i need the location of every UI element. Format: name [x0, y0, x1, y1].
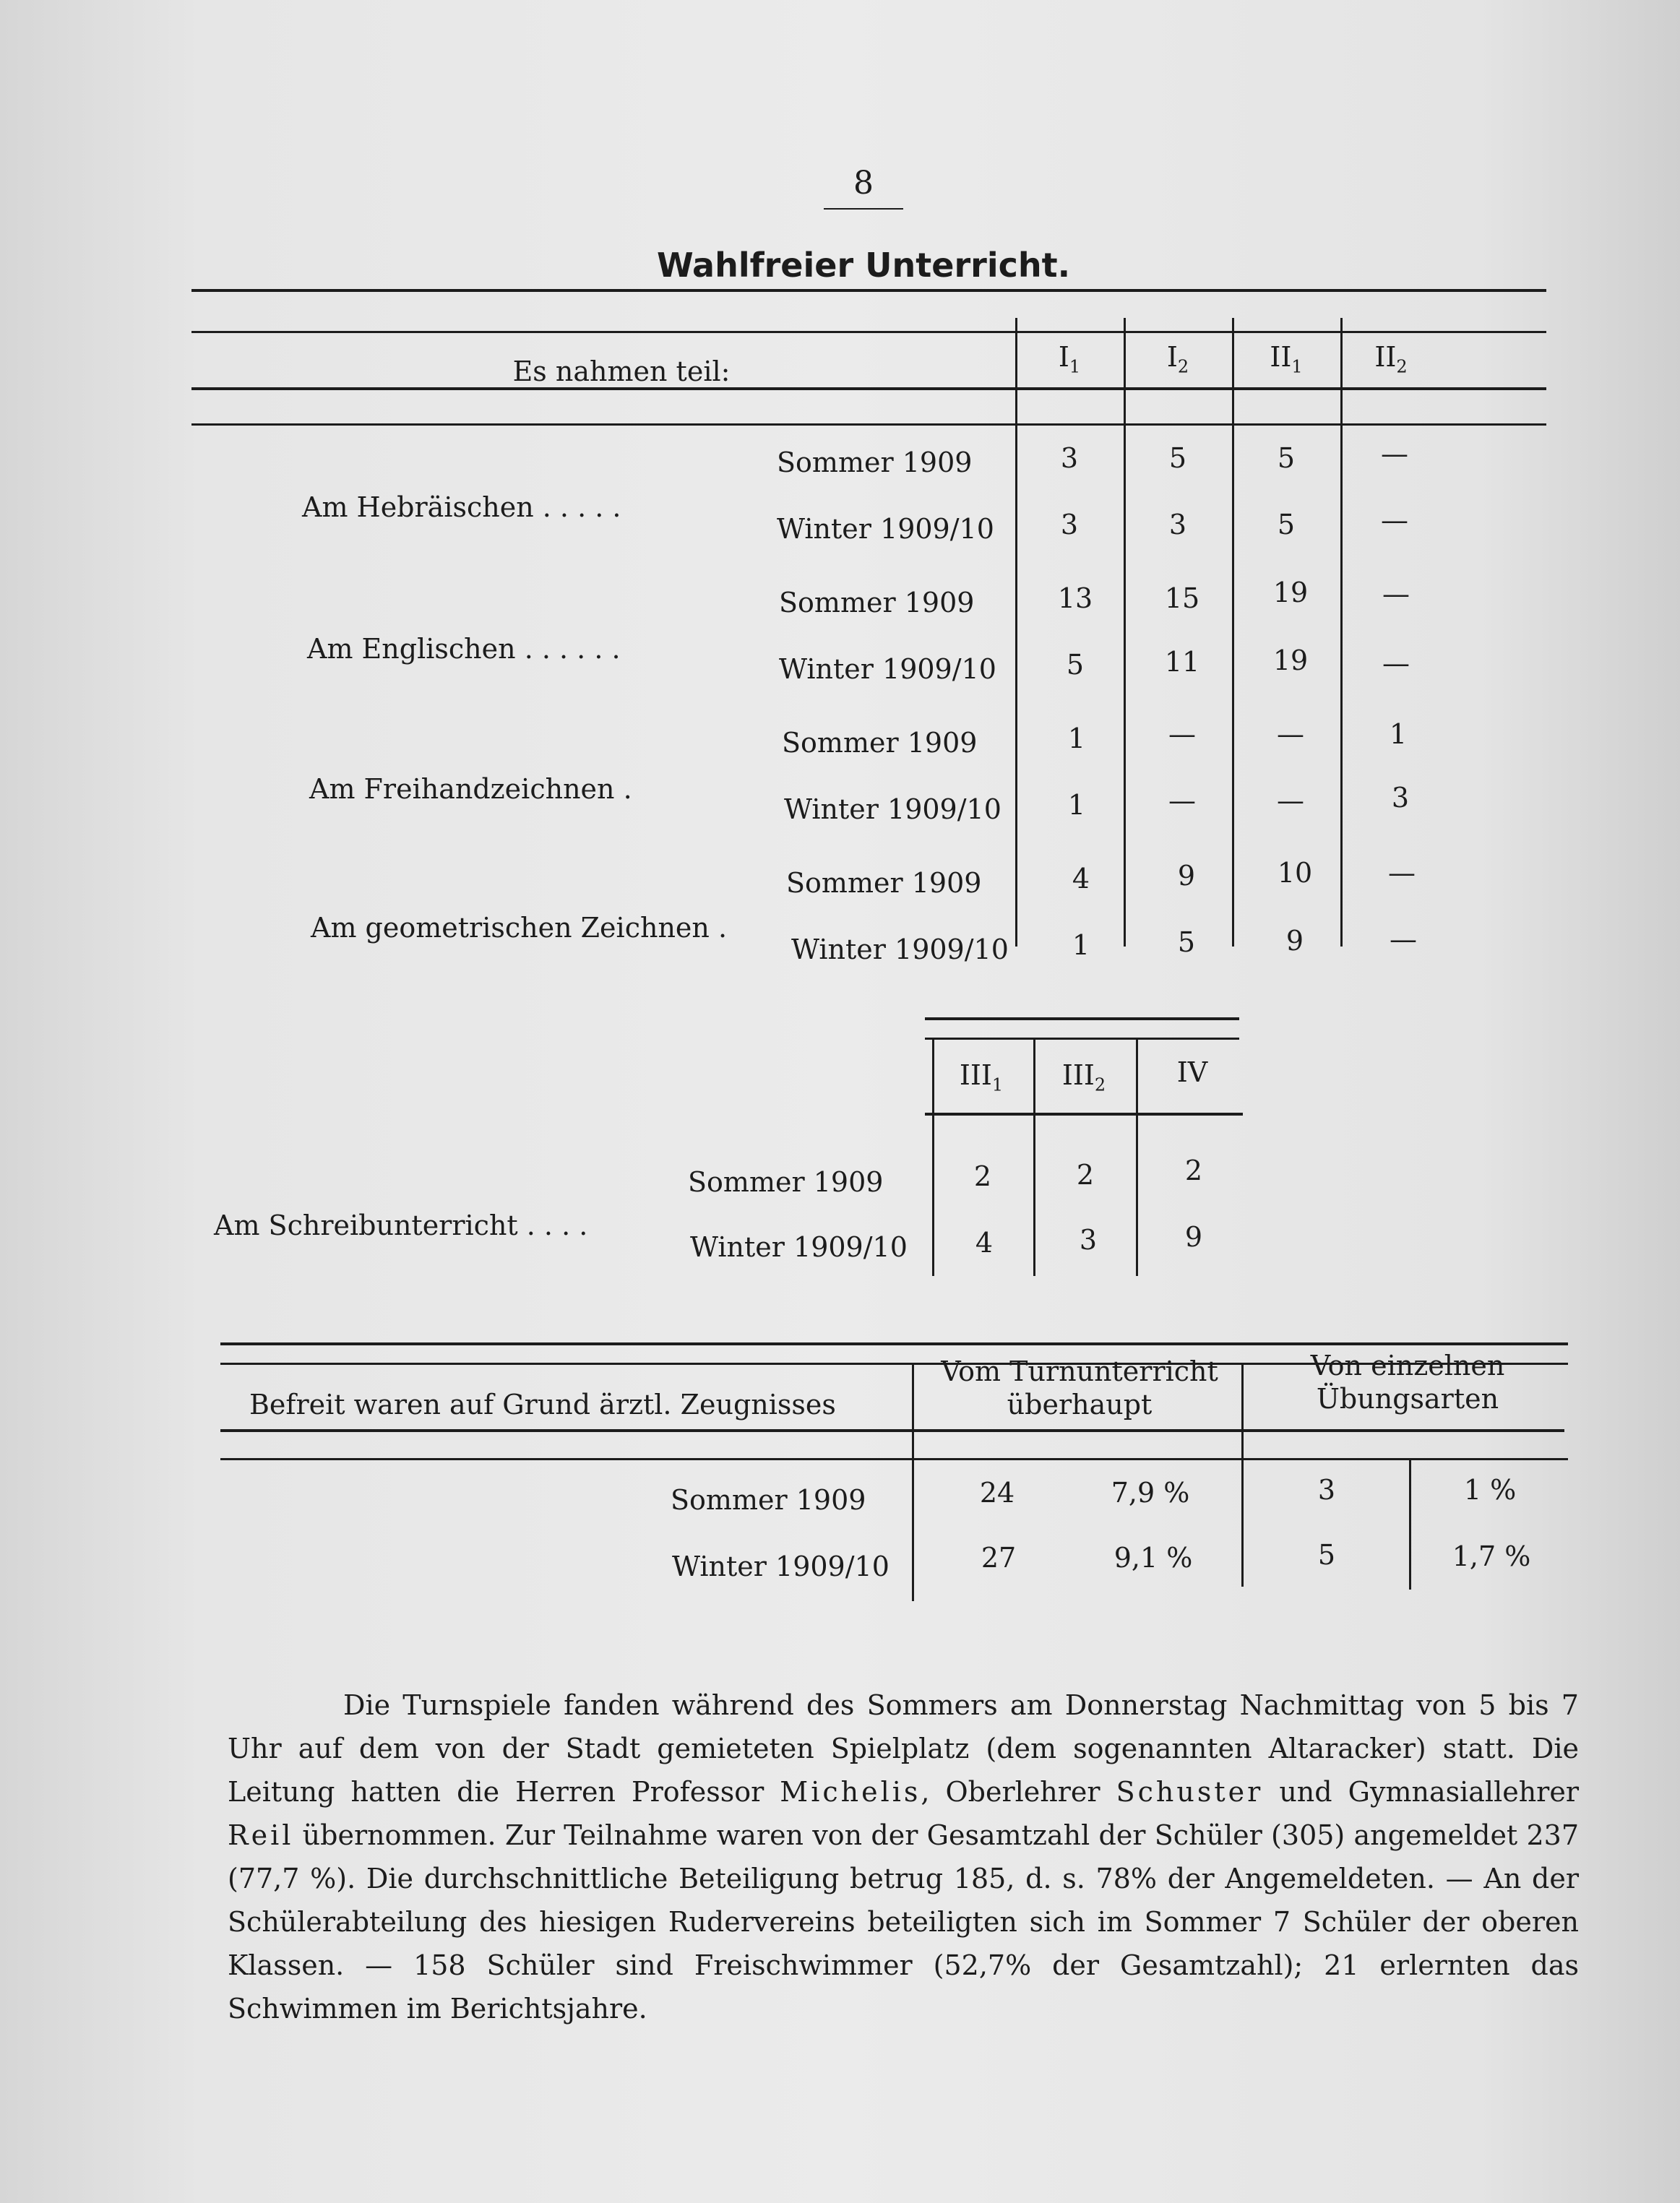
person-name: Reil — [228, 1819, 294, 1851]
table1-col-divider — [1124, 318, 1126, 947]
col-main: I — [1166, 341, 1178, 373]
col-sub: 2 — [1177, 356, 1189, 377]
table2-col-divider — [1033, 1038, 1035, 1276]
paragraph-text: und Gymnasiallehrer — [1263, 1776, 1580, 1808]
table1-subject: Am geometrischen Zeichnen . — [311, 912, 728, 944]
table3-col-header-line1: Von einzelnen — [1310, 1350, 1505, 1381]
table1-body-rule — [191, 423, 1546, 426]
table3-cell: 1,7 % — [1452, 1540, 1531, 1572]
table1-cell: 5 — [1277, 442, 1296, 474]
table1-cell: 13 — [1057, 582, 1093, 614]
table2-cell: 3 — [1079, 1224, 1098, 1256]
paragraph-text: Die Turnspiele fanden während des Sommers am Donnerstag Nachmittag von 5 bis 7 Uhr auf dem von der Stadt gemieteten Spielplatz (dem sogenannten Altaracker) statt. Die Leitung hatten die Herren Professor — [228, 1689, 1579, 1808]
table2-col-header — [960, 1059, 1003, 1095]
table1-cell: 1 — [1067, 789, 1086, 821]
table3-cell: 5 — [1317, 1539, 1336, 1571]
person-name: Schuster — [1116, 1776, 1264, 1808]
col-sub: 2 — [1094, 1074, 1106, 1095]
table3-cell: 1 % — [1463, 1474, 1517, 1506]
table1-cell: 9 — [1285, 925, 1304, 957]
table3-col-header-line2: überhaupt — [1007, 1389, 1153, 1420]
table2-top-rule-2 — [925, 1038, 1239, 1040]
col-main: II — [1270, 341, 1292, 373]
person-name: Michelis — [780, 1776, 921, 1808]
table3-top-rule — [220, 1342, 1568, 1345]
table1-period: Winter 1909/10 — [791, 934, 1009, 965]
paragraph-text: , Oberlehrer — [921, 1776, 1116, 1808]
table3-cell: 9,1 % — [1113, 1542, 1193, 1574]
table3-header-label: Befreit waren auf Grund ärztl. Zeugnisses — [249, 1389, 836, 1420]
col-main: I — [1058, 341, 1069, 373]
table1-top-rule — [191, 289, 1546, 292]
table1-col-header — [1167, 341, 1189, 377]
table2-header-rule — [925, 1113, 1243, 1116]
body-paragraph — [228, 1683, 1579, 2030]
table1-period: Winter 1909/10 — [779, 653, 996, 685]
col-main: IV — [1176, 1056, 1208, 1088]
table3-col-header-line1: Vom Turnunterricht — [941, 1355, 1218, 1387]
table1-period: Sommer 1909 — [777, 447, 973, 478]
table2-col-divider — [1136, 1038, 1138, 1276]
table3-col-divider — [912, 1363, 914, 1601]
table1-period: Winter 1909/10 — [777, 513, 994, 545]
table1-cell: 3 — [1168, 509, 1187, 540]
table1-subject: Am Englischen . . . . . . — [307, 633, 621, 665]
table3-cell: 7,9 % — [1111, 1477, 1190, 1509]
table1-period: Sommer 1909 — [779, 587, 975, 618]
col-main: III — [959, 1059, 992, 1091]
table3-header-rule — [220, 1429, 1564, 1432]
table1-cell: 3 — [1060, 442, 1079, 474]
table3-period: Sommer 1909 — [671, 1484, 866, 1516]
table1-cell: — — [1277, 785, 1304, 816]
col-sub: 1 — [1291, 356, 1303, 377]
table1-top-rule-2 — [191, 331, 1546, 333]
table1-cell: 15 — [1164, 582, 1200, 614]
table3-cell: 3 — [1317, 1474, 1336, 1506]
table1-cell: 1 — [1067, 723, 1086, 754]
table1-cell: 3 — [1060, 509, 1079, 540]
table1-cell: 19 — [1272, 577, 1309, 608]
table1-cell: — — [1168, 718, 1196, 750]
table3-col-divider — [1409, 1460, 1411, 1590]
col-sub: 2 — [1396, 356, 1408, 377]
table2-cell: 9 — [1184, 1221, 1203, 1253]
table1-cell: — — [1382, 647, 1410, 679]
paragraph-text: übernommen. Zur Teilnahme waren von der Gesamtzahl der Schüler (305) angemeldet 237 (77,7 %). Die durchschnittliche Beteiligung betrug 185, d. s. 78% der Angemeldeten. — An der Schülerabteilung des hiesigen Rudervereins beteiligten sich im Sommer 7 Schüler der oberen Klassen. — 158 Schüler sind Freischwimmer (52,7% der Gesamtzahl); 21 erlernten das Schwimmen im Berichtsjahre. — [228, 1819, 1579, 2025]
table2-cell: 4 — [975, 1227, 994, 1259]
table2-col-divider — [932, 1038, 934, 1276]
table1-cell: 5 — [1177, 926, 1196, 958]
table1-col-header — [1374, 341, 1407, 377]
table1-cell: — — [1168, 785, 1196, 816]
table1-cell: — — [1277, 718, 1304, 750]
table3-cell: 27 — [981, 1542, 1017, 1574]
table1-cell: — — [1388, 857, 1416, 889]
table1-period: Sommer 1909 — [782, 727, 978, 759]
table2-cell: 2 — [973, 1160, 992, 1192]
table1-cell: 3 — [1391, 782, 1410, 814]
table1-col-divider — [1340, 318, 1343, 947]
table1-cell: 5 — [1066, 649, 1085, 681]
table1-col-divider — [1015, 318, 1017, 947]
table2-cell: 2 — [1184, 1155, 1203, 1186]
col-sub: 1 — [1069, 356, 1081, 377]
table1-col-header — [1059, 341, 1080, 377]
table1-cell: — — [1381, 504, 1408, 536]
table3-cell: 24 — [979, 1477, 1015, 1509]
table1-cell: 1 — [1072, 929, 1090, 961]
page-number-rule — [824, 208, 903, 210]
table1-cell: — — [1390, 923, 1417, 955]
table1-cell: 11 — [1164, 646, 1200, 678]
col-sub: 1 — [991, 1074, 1004, 1095]
table1-period: Winter 1909/10 — [784, 793, 1001, 825]
table3-body-rule — [220, 1458, 1568, 1460]
table1-header-label: Es nahmen teil: — [512, 355, 731, 387]
table1-cell: 5 — [1168, 442, 1187, 474]
table1-cell: 5 — [1277, 509, 1296, 540]
table2-col-header — [1177, 1056, 1207, 1088]
table1-cell: 4 — [1072, 863, 1090, 894]
table1-cell: — — [1381, 438, 1408, 470]
table1-cell: 10 — [1277, 857, 1313, 889]
page-title: Wahlfreier Unterricht. — [656, 246, 1071, 285]
table1-period: Sommer 1909 — [786, 867, 982, 899]
table1-col-header — [1270, 341, 1302, 377]
table1-col-divider — [1232, 318, 1234, 947]
table3-col-divider — [1241, 1363, 1244, 1587]
table2-subject: Am Schreibunterricht . . . . — [214, 1210, 588, 1241]
table2-cell: 2 — [1076, 1159, 1095, 1191]
table1-cell: 19 — [1272, 644, 1309, 676]
table1-cell: — — [1382, 578, 1410, 610]
table1-subject: Am Freihandzeichnen . — [309, 773, 632, 805]
table2-top-rule — [925, 1017, 1239, 1020]
table1-cell: 1 — [1389, 718, 1408, 750]
table1-cell: 9 — [1177, 860, 1196, 892]
col-main: II — [1374, 341, 1397, 373]
table3-col-header-line2: Übungsarten — [1316, 1383, 1499, 1415]
table2-col-header — [1062, 1059, 1106, 1095]
col-main: III — [1061, 1059, 1095, 1091]
table1-subject: Am Hebräischen . . . . . — [302, 491, 621, 523]
table2-period: Winter 1909/10 — [690, 1231, 908, 1263]
table2-period: Sommer 1909 — [688, 1166, 884, 1198]
table3-period: Winter 1909/10 — [672, 1551, 889, 1582]
page-number: 8 — [853, 165, 874, 202]
table1-header-rule — [191, 387, 1546, 390]
